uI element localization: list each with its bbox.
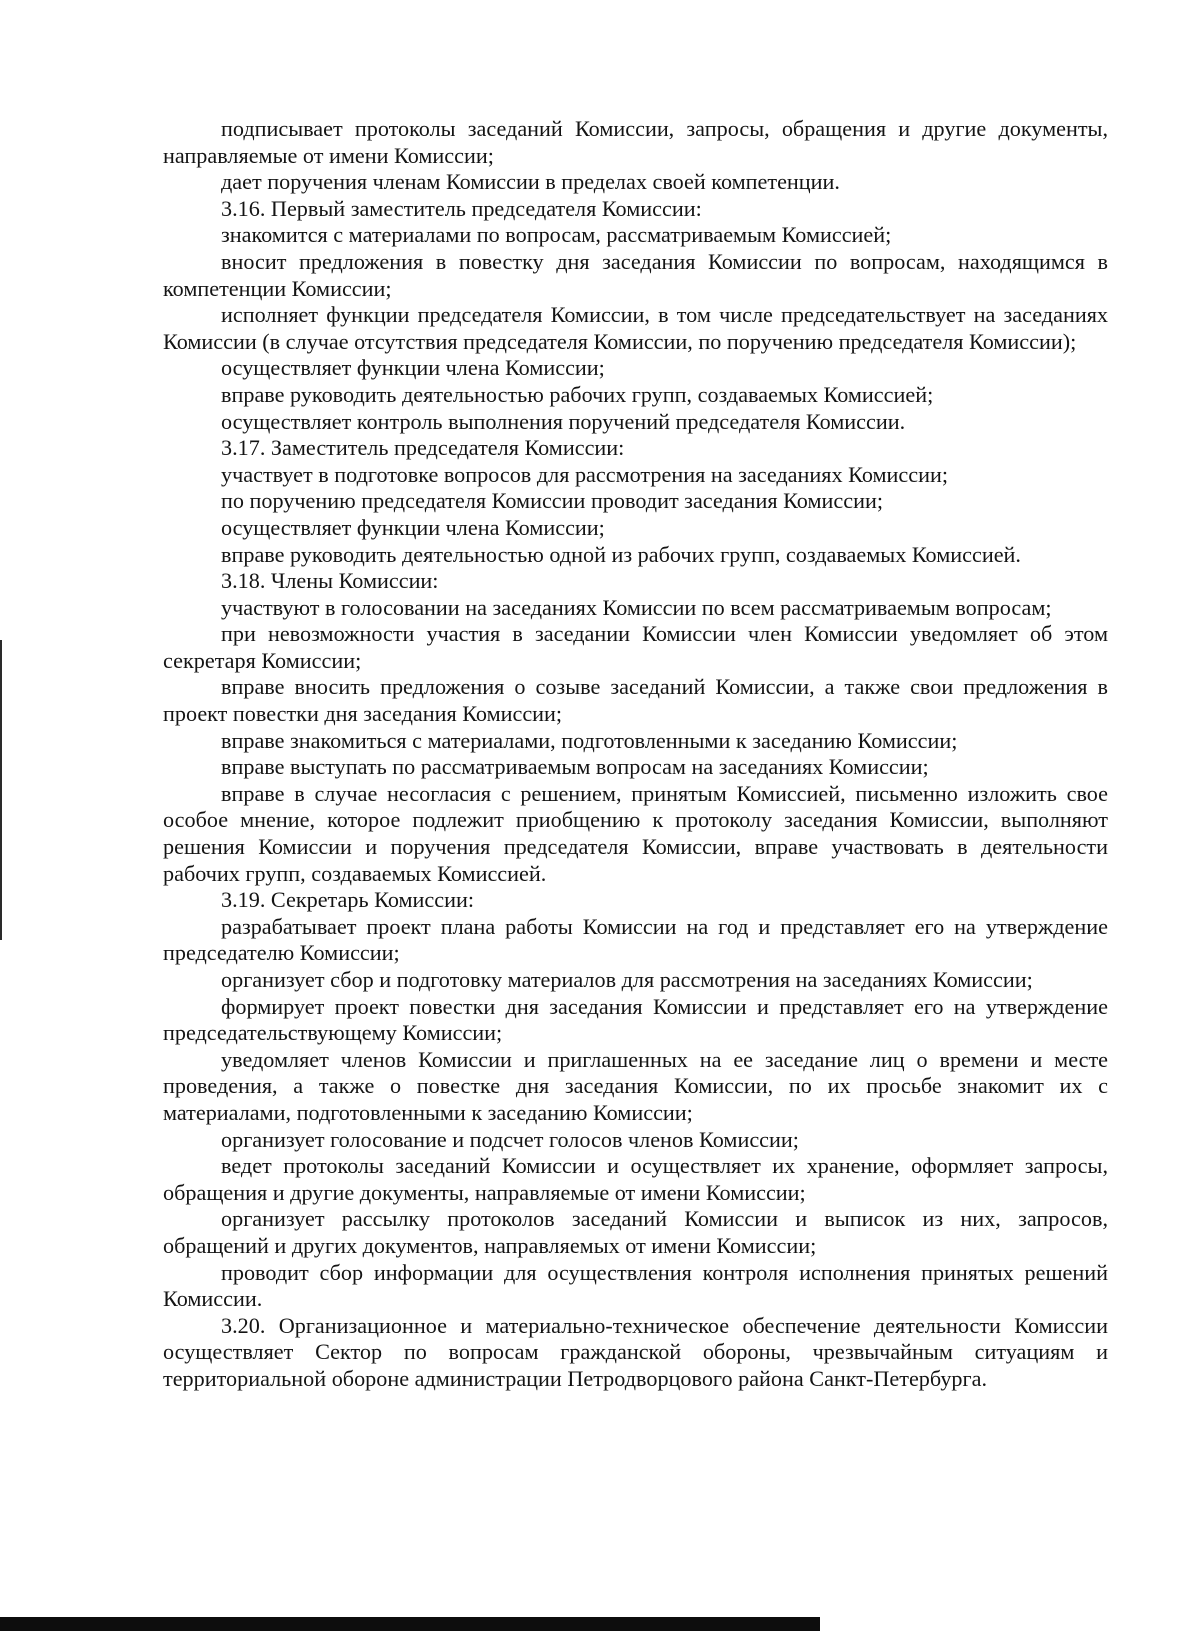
paragraph: исполняет функции председателя Комиссии, в том числе председательствует на заседаниях Комиссии (в случае отсутствия председателя Комиссии, по поручению председателя Комиссии); bbox=[163, 302, 1108, 354]
paragraph: осуществляет контроль выполнения поручений председателя Комиссии. bbox=[221, 408, 906, 434]
paragraph: формирует проект повестки дня заседания Комиссии и представляет его на утверждение председательствующему Комиссии; bbox=[163, 993, 1108, 1046]
paragraph: разрабатывает проект плана работы Комиссии на год и представляет его на утверждение председателю Комиссии; bbox=[163, 913, 1108, 966]
scan-edge-bottom bbox=[0, 1617, 820, 1631]
paragraph: проводит сбор информации для осуществления контроля исполнения принятых решений Комиссии. bbox=[163, 1259, 1108, 1312]
paragraph: при невозможности участия в заседании Комиссии член Комиссии уведомляет об этом секретаря Комиссии; bbox=[163, 621, 1108, 673]
paragraph: организует голосование и подсчет голосов членов Комиссии; bbox=[221, 1126, 799, 1152]
paragraph: дает поручения членам Комиссии в пределах своей компетенции. bbox=[221, 169, 840, 195]
paragraph: осуществляет функции члена Комиссии; bbox=[221, 355, 605, 381]
paragraph: уведомляет членов Комиссии и приглашенных на ее заседание лиц о времени и месте проведения, а также о повестке дня заседания Комиссии, по их просьбе знакомит их с материалами, подготовленными к заседанию Комиссии; bbox=[163, 1046, 1108, 1125]
section-heading-3-17: 3.17. Заместитель председателя Комиссии: bbox=[221, 435, 625, 461]
paragraph: по поручению председателя Комиссии проводит заседания Комиссии; bbox=[221, 488, 883, 514]
paragraph: участвуют в голосовании на заседаниях Комиссии по всем рассматриваемым вопросам; bbox=[221, 594, 1052, 620]
paragraph: участвует в подготовке вопросов для рассмотрения на заседаниях Комиссии; bbox=[221, 461, 949, 487]
paragraph: осуществляет функции члена Комиссии; bbox=[221, 514, 605, 540]
paragraph: вносит предложения в повестку дня заседания Комиссии по вопросам, находящимся в компетенции Комиссии; bbox=[163, 248, 1108, 301]
paragraph: вправе руководить деятельностью одной из рабочих групп, создаваемых Комиссией. bbox=[221, 541, 1021, 567]
paragraph: ведет протоколы заседаний Комиссии и осуществляет их хранение, оформляет запросы, обращения и другие документы, направляемые от имени Комиссии; bbox=[163, 1153, 1108, 1205]
section-heading-3-19: 3.19. Секретарь Комиссии: bbox=[221, 887, 475, 913]
paragraph: вправе в случае несогласия с решением, принятым Комиссией, письменно изложить свое особое мнение, которое подлежит приобщению к протоколу заседания Комиссии, выполняют решения Комиссии и поручения председателя Комиссии, вправе участвовать в деятельности рабочих групп, создаваемых Комиссией. bbox=[163, 780, 1108, 886]
paragraph: вправе знакомиться с материалами, подготовленными к заседанию Комиссии; bbox=[221, 727, 958, 753]
document-body bbox=[163, 116, 1108, 1393]
paragraph: вправе вносить предложения о созыве заседаний Комиссии, а также свои предложения в проект повестки дня заседания Комиссии; bbox=[163, 674, 1108, 727]
paragraph: вправе руководить деятельностью рабочих групп, создаваемых Комиссией; bbox=[221, 381, 934, 407]
section-heading-3-18: 3.18. Члены Комиссии: bbox=[221, 568, 439, 594]
paragraph: организует сбор и подготовку материалов для рассмотрения на заседаниях Комиссии; bbox=[221, 967, 1033, 992]
section-heading-3-16: 3.16. Первый заместитель председателя Комиссии: bbox=[221, 195, 702, 221]
paragraph: вправе выступать по рассматриваемым вопросам на заседаниях Комиссии; bbox=[221, 754, 929, 780]
paragraph: организует рассылку протоколов заседаний Комиссии и выписок из них, запросов, обращений и других документов, направляемых от имени Комиссии; bbox=[163, 1206, 1108, 1258]
paragraph: знакомится с материалами по вопросам, рассматриваемым Комиссией; bbox=[221, 222, 892, 248]
section-3-20: 3.20. Организационное и материально-техническое обеспечение деятельности Комиссии осуществляет Сектор по вопросам гражданской обороны, чрезвычайным ситуациям и территориальной обороне администрации Петродворцового района Санкт-Петербурга. bbox=[163, 1312, 1108, 1391]
scan-edge-left bbox=[0, 640, 2, 940]
paragraph: подписывает протоколы заседаний Комиссии, запросы, обращения и другие документы, направляемые от имени Комиссии; bbox=[163, 116, 1108, 168]
